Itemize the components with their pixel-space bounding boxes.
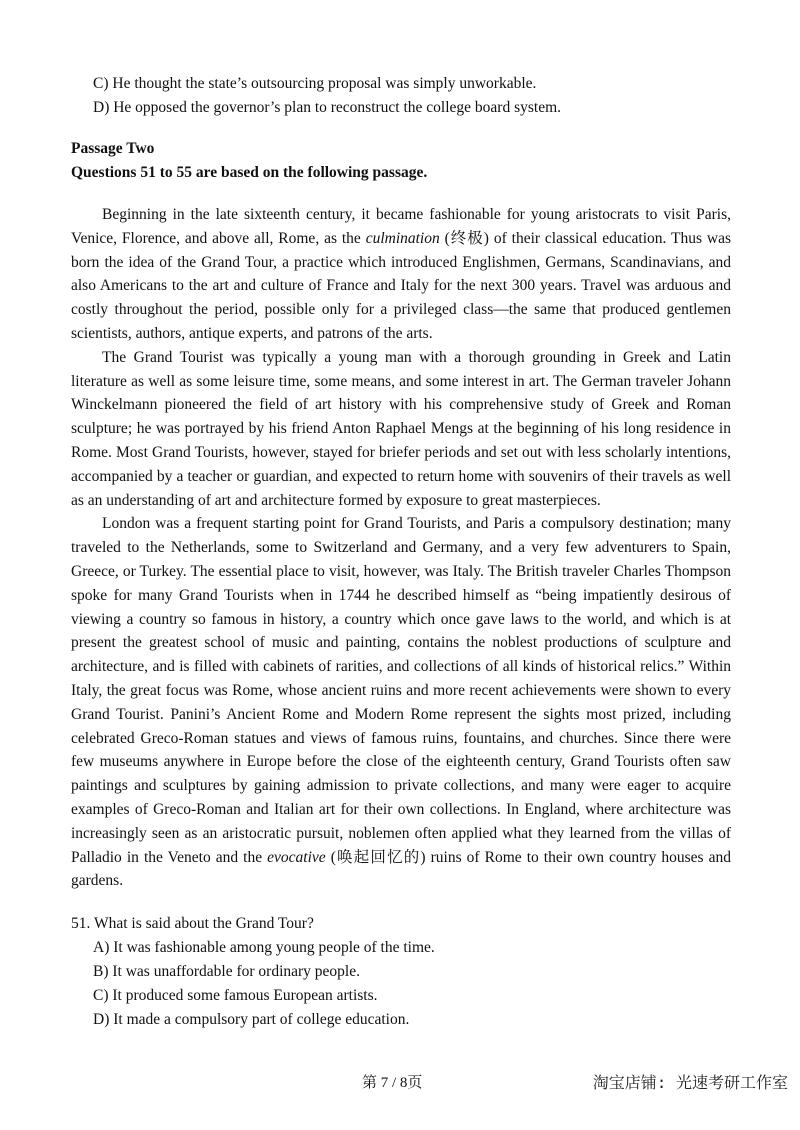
p1-text-b: of their classical education. Thus was born the idea of the Grand Tour, a practice which introduced Englishmen, Germans, Scandinavians, and also Americans to the art and culture of France and Italy for the next 300 years. Travel was arduous and costly throughout the period, possible only for a privileged class—the same that produced gentlemen scientists, authors, antique experts, and patrons of the arts. <box>71 229 732 342</box>
gloss-culmination: (终极) <box>439 229 489 247</box>
paragraph-3 <box>71 512 731 893</box>
page-content <box>71 72 731 1032</box>
shop-watermark: 淘宝店铺: 光速考研工作室 <box>592 1073 788 1092</box>
passage-body <box>71 203 731 893</box>
gloss-evocative: (唤起回忆的) <box>325 848 426 866</box>
prev-option-d: D) He opposed the governor’s plan to reconstruct the college board system. <box>93 99 562 116</box>
question-51-option-b: B) It was unaffordable for ordinary people. <box>93 963 360 981</box>
p3-text-b: ruins of Rome to their own country houses and gardens. <box>71 848 732 890</box>
page-footer <box>0 1071 800 1097</box>
passage-title: Passage Two <box>71 140 155 157</box>
page-number: 第 7 / 8页 <box>362 1075 423 1091</box>
vocab-evocative: evocative <box>267 848 326 866</box>
question-51-stem: 51. What is said about the Grand Tour? <box>71 915 314 933</box>
question-51-option-d: D) It made a compulsory part of college education. <box>93 1011 410 1029</box>
paragraph-2: The Grand Tourist was typically a young man with a thorough grounding in Greek and Latin literature as well as some leisure time, some means, and some interest in art. The German traveler Johann Winckelmann pioneered the field of art history with his comprehensive study of Greek and Roman sculpture; he was portrayed by his friend Anton Raphael Mengs at the beginning of his long residence in Rome. Most Grand Tourists, however, stayed for briefer periods and set out with less scholarly intentions, accompanied by a teacher or guardian, and expected to return home with souvenirs of their travels as well as an understanding of art and architecture formed by exposure to great masterpieces. <box>71 348 731 509</box>
question-51-option-a: A) It was fashionable among young people of the time. <box>93 939 435 957</box>
p1-text-a: Beginning in the late sixteenth century, it became fashionable for young aristocrats to visit Paris, Venice, Florence, and above all, Rome, as the <box>71 206 731 247</box>
prev-option-c: C) He thought the state’s outsourcing proposal was simply unworkable. <box>93 75 537 92</box>
vocab-culmination: culmination <box>365 229 440 247</box>
p3-text-a: London was a frequent starting point for Grand Tourists, and Paris a compulsory destination; many traveled to the Netherlands, some to Switzerland and Germany, and a very few adventurers to Spain, Greece, or Turkey. The essential place to visit, however, was Italy. The British traveler Charles Thompson spoke for many Grand Tourists when in 1744 he described himself as “being impatiently desirous of viewing a country so famous in history, a country which once gave laws to the world, and which is at present the greatest school of music and painting, contains the noblest productions of sculpture and architecture, and is filled with cabinets of rarities, and collections of all kinds of historical relics.” Within Italy, the great focus was Rome, whose ancient ruins and more recent achievements were shown to every Grand Tourist. Panini’s Ancient Rome and Modern Rome represent the sights most prized, including celebrated Greco-Roman statues and views of famous ruins, fountains, and churches. Since there were few museums anywhere in Europe before the close of the eighteenth century, Grand Tourists often saw paintings and sculptures by gaining admission to private collections, and many were eager to acquire examples of Greco-Roman and Italian art for their own collections. In England, where architecture was increasingly seen as an aristocratic pursuit, noblemen often applied what they learned from the villas of Palladio in the Veneto and the <box>71 515 731 866</box>
paragraph-1 <box>71 203 731 346</box>
question-51-option-c: C) It produced some famous European artists. <box>93 987 378 1005</box>
passage-instruction: Questions 51 to 55 are based on the following passage. <box>71 164 428 181</box>
